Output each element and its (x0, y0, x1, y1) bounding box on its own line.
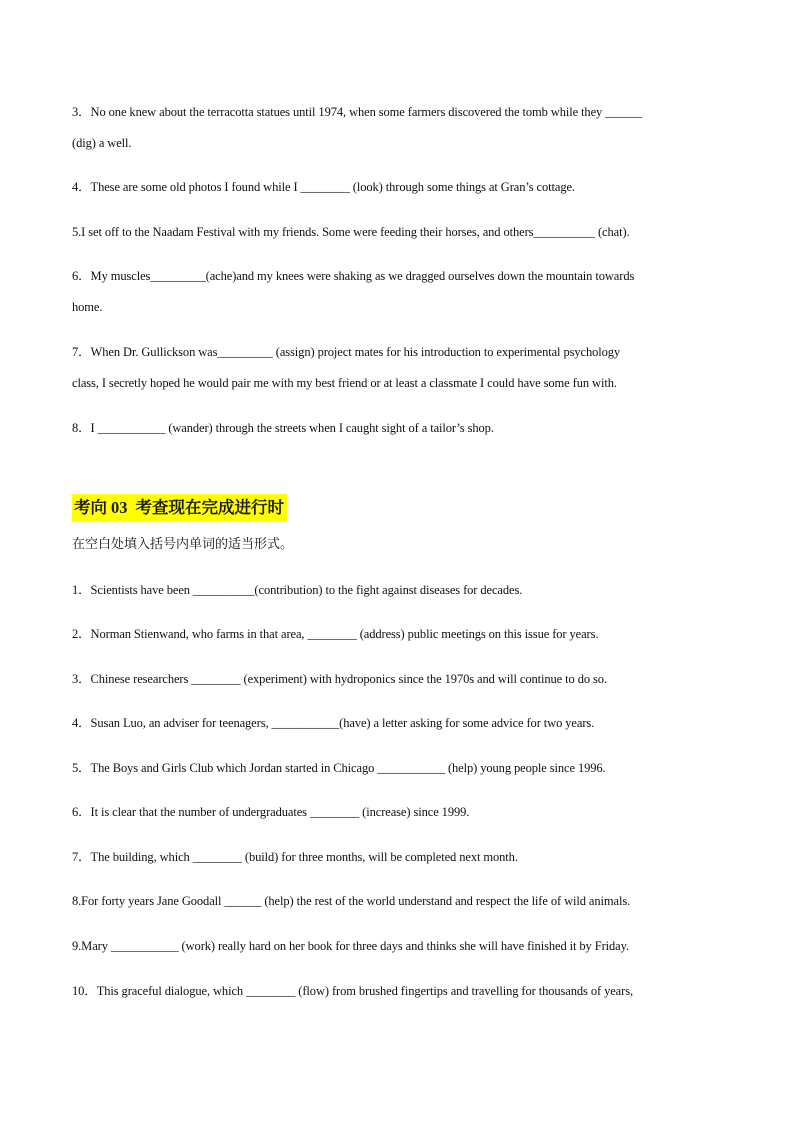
item-line: 5.I set off to the Naadam Festival with my friends. Some were feeding their horses, and others__________ (chat). (72, 225, 630, 239)
item-line: 3．No one knew about the terracotta statues until 1974, when some farmers discovered the tomb while they ______ (72, 105, 643, 119)
item-line: 4．These are some old photos I found while I ________ (look) through some things at Gran’s cottage. (72, 180, 575, 194)
heading-number: 03 (111, 498, 128, 517)
exercise-item-6 (72, 261, 724, 323)
exercise-item-3 (72, 97, 724, 159)
exercise-item-7: 7．The building, which ________ (build) for three months, will be completed next month. (72, 850, 518, 864)
exercise-item-6: 6．It is clear that the number of undergraduates ________ (increase) since 1999. (72, 805, 470, 819)
exercise-item-1: 1．Scientists have been __________(contribution) to the fight against diseases for decades. (72, 583, 523, 597)
heading-title: 考查现在完成进行时 (135, 498, 284, 517)
exercise-item-3: 3．Chinese researchers ________ (experiment) with hydroponics since the 1970s and will continue to do so. (72, 672, 607, 686)
exercise-item-7 (72, 337, 724, 399)
exercise-item-10: 10．This graceful dialogue, which ________ (flow) from brushed fingertips and travelling for thousands of years, (72, 984, 633, 998)
item-line: class, I secretly hoped he would pair me with my best friend or at least a classmate I could have some fun with. (72, 376, 617, 390)
exercise-item-2: 2．Norman Stienwand, who farms in that area, ________ (address) public meetings on this issue for years. (72, 627, 599, 641)
exercise-item-9: 9.Mary ___________ (work) really hard on her book for three days and thinks she will have finished it by Friday. (72, 939, 629, 953)
exercise-item-5 (72, 217, 724, 248)
item-line: 6．My muscles_________(ache)and my knees were shaking as we dragged ourselves down the mountain towards (72, 269, 635, 283)
section-heading (72, 494, 287, 522)
item-line: (dig) a well. (72, 136, 132, 150)
exercise-item-8 (72, 413, 724, 444)
exercise-item-8: 8.For forty years Jane Goodall ______ (help) the rest of the world understand and respect the life of wild animals. (72, 894, 631, 908)
exercise-item-5: 5．The Boys and Girls Club which Jordan started in Chicago ___________ (help) young people since 1996. (72, 761, 606, 775)
exercise-item-4: 4．Susan Luo, an adviser for teenagers, ___________(have) a letter asking for some advice for two years. (72, 716, 595, 730)
item-line: home. (72, 300, 103, 314)
heading-prefix: 考向 (74, 498, 107, 517)
item-line: 7．When Dr. Gullickson was_________ (assign) project mates for his introduction to experimental psychology (72, 345, 621, 359)
exercise-item-4 (72, 172, 724, 203)
item-line: 8．I ___________ (wander) through the streets when I caught sight of a tailor’s shop. (72, 421, 494, 435)
section-instruction: 在空白处填入括号内单词的适当形式。 (72, 537, 294, 552)
